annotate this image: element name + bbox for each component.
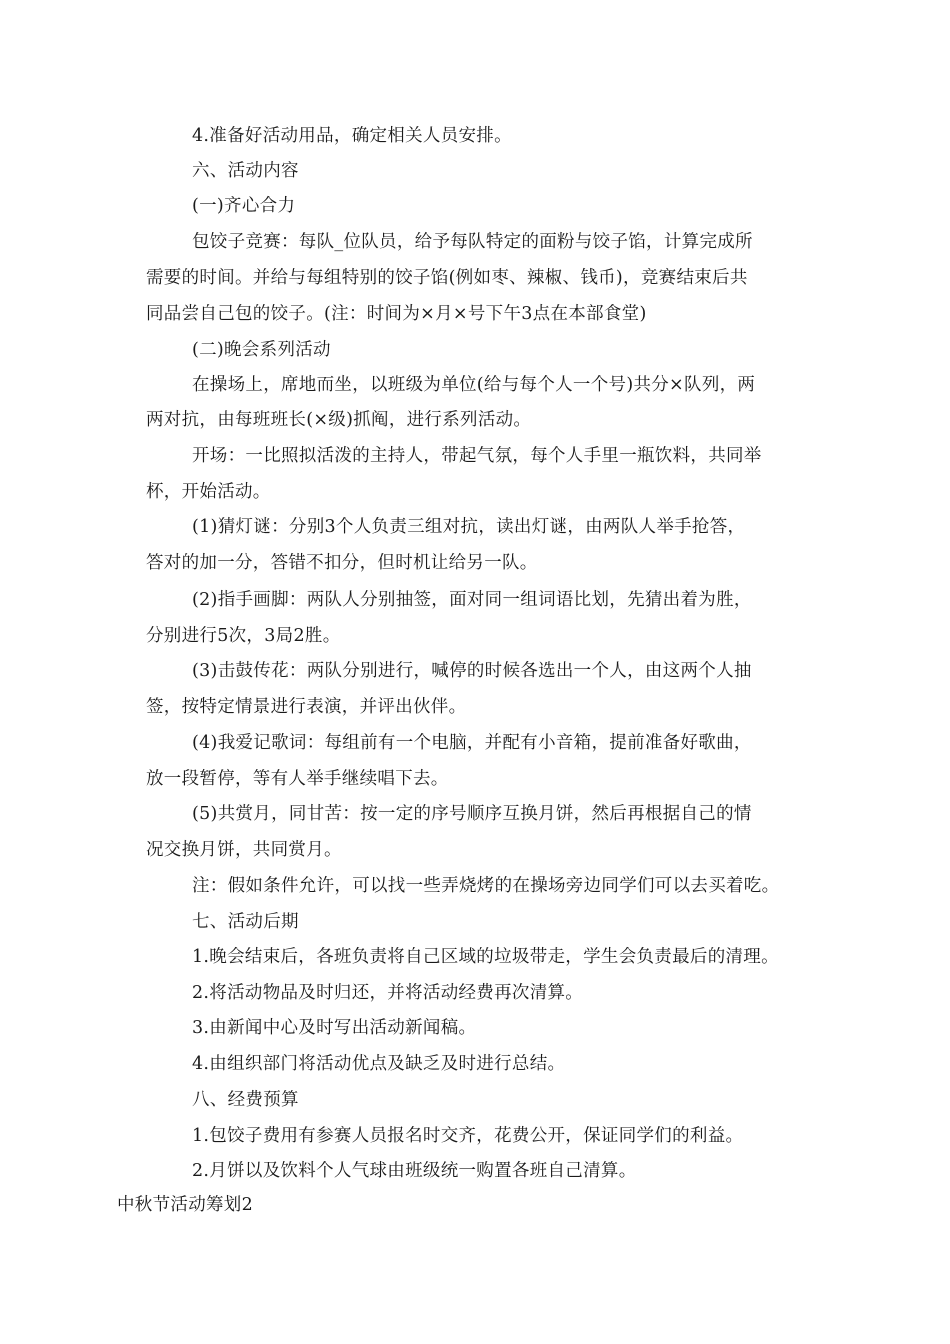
list-item-line: 分别进行5次，3局2胜。 (146, 626, 341, 646)
list-item-line: 2.将活动物品及时归还，并将活动经费再次清算。 (192, 983, 584, 1003)
subsection-heading-1: (一)齐心合力 (192, 196, 296, 216)
paragraph-line: 需要的时间。并给与每组特别的饺子馅(例如枣、辣椒、钱币)，竞赛结束后共 (146, 268, 748, 288)
list-item-line: 1.包饺子费用有参赛人员报名时交齐，花费公开，保证同学们的利益。 (192, 1126, 744, 1146)
section-heading-6: 六、活动内容 (192, 161, 299, 181)
paragraph-line: 包饺子竞赛：每队_位队员，给予每队特定的面粉与饺子馅，计算完成所 (192, 232, 753, 252)
list-item-line: (4)我爱记歌词：每组前有一个电脑，并配有小音箱，提前准备好歌曲， (192, 733, 752, 753)
paragraph-line: 开场：一比照拟活泼的主持人，带起气氛，每个人手里一瓶饮料，共同举 (192, 446, 762, 466)
list-item-line: 2.月饼以及饮料个人气球由班级统一购置各班自己清算。 (192, 1161, 637, 1181)
list-item-line: 答对的加一分，答错不扣分，但时机让给另一队。 (146, 553, 538, 573)
section-heading-7: 七、活动后期 (192, 912, 299, 932)
list-item-line: 1.晚会结束后，各班负责将自己区域的垃圾带走，学生会负责最后的清理。 (192, 947, 779, 967)
list-item-line: 况交换月饼，共同赏月。 (146, 840, 342, 860)
list-item-line: (2)指手画脚：两队人分别抽签，面对同一组词语比划，先猜出着为胜， (192, 590, 752, 610)
next-document-title: 中秋节活动筹划2 (117, 1195, 254, 1215)
list-item-line: 签，按特定情景进行表演，并评出伙伴。 (146, 697, 467, 717)
paragraph-line: 两对抗，由每班班长(×级)抓阄，进行系列活动。 (146, 410, 532, 430)
paragraph-line: 杯，开始活动。 (146, 482, 271, 502)
list-item-line: (5)共赏月，同甘苦：按一定的序号顺序互换月饼，然后再根据自己的情 (192, 804, 752, 824)
paragraph-line: 同品尝自己包的饺子。(注：时间为×月×号下午3点在本部食堂) (146, 304, 647, 324)
list-item-line: 放一段暂停，等有人举手继续唱下去。 (146, 769, 449, 789)
paragraph-line: 4.准备好活动用品，确定相关人员安排。 (192, 126, 512, 146)
note-line: 注：假如条件允许，可以找一些弄烧烤的在操场旁边同学们可以去买着吃。 (192, 876, 780, 896)
list-item-line: 3.由新闻中心及时写出活动新闻稿。 (192, 1018, 477, 1038)
paragraph-line: 在操场上，席地而坐，以班级为单位(给与每个人一个号)共分×队列，两 (192, 375, 756, 395)
list-item-line: (1)猜灯谜：分别3个人负责三组对抗，读出灯谜，由两队人举手抢答， (192, 517, 746, 537)
subsection-heading-2: (二)晚会系列活动 (192, 340, 331, 360)
list-item-line: (3)击鼓传花：两队分别进行，喊停的时候各选出一个人，由这两个人抽 (192, 661, 752, 681)
list-item-line: 4.由组织部门将活动优点及缺乏及时进行总结。 (192, 1054, 566, 1074)
section-heading-8: 八、经费预算 (192, 1090, 299, 1110)
